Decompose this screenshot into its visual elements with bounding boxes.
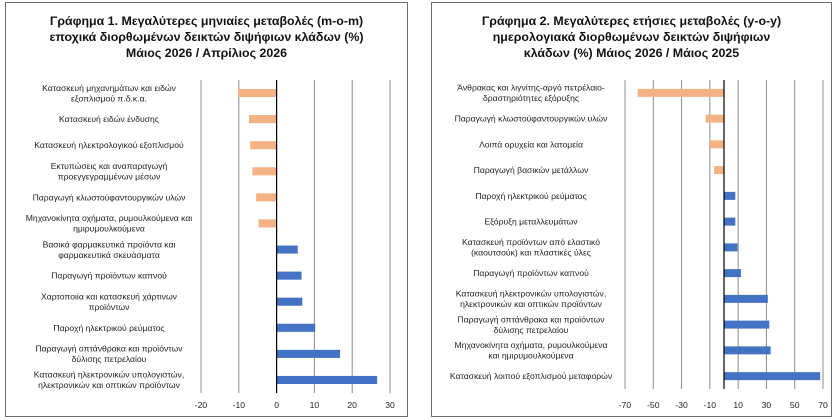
category-label: Εκτυπώσεις και αναπαραγωγή προεγγεγραμμένων μέσων xyxy=(50,161,168,182)
category-label: Λοιπά ορυχεία και λατομεία xyxy=(479,139,583,150)
category-label: Μηχανοκίνητα οχήματα, ρυμουλκούμενα και ημιρυμουλκούμενα xyxy=(454,340,608,361)
category-label: Παραγωγή οπτάνθρακα και προϊόντων δύλισης πετρελαίου xyxy=(457,314,605,335)
bar xyxy=(724,243,737,251)
x-tick-label: 10 xyxy=(309,400,320,410)
category-label: Κατασκευή προϊόντων από ελαστικό (καουτσούκ) και πλαστικές ύλες xyxy=(462,237,600,258)
category-label: Χαρτοποιία και κατασκευή χάρτινων προϊόντων xyxy=(41,291,177,312)
x-tick-label: -10 xyxy=(232,400,246,410)
category-label: Άνθρακας και λιγνίτης-αργό πετρέλαιο-δραστηριότητες εξόρυξης xyxy=(457,82,605,104)
bar xyxy=(277,245,298,253)
x-tick-label: -20 xyxy=(194,400,208,410)
bar xyxy=(250,141,276,149)
category-label: Κατασκευή λοιπού εξοπλισμού μεταφορών xyxy=(449,371,613,382)
bar xyxy=(724,218,735,226)
category-label: Παραγωγή κλωστοϋφαντουργικών υλών xyxy=(32,192,186,203)
category-label: Κατασκευή ηλεκτρολογικού εξοπλισμού xyxy=(34,140,184,151)
x-tick-label: 70 xyxy=(818,400,828,410)
category-label: Κατασκευή ηλεκτρονικών υπολογιστών, ηλεκτρονικών και οπτικών προϊόντων xyxy=(455,288,607,310)
x-tick-label: -30 xyxy=(675,400,688,410)
x-tick-label: -50 xyxy=(647,400,660,410)
bar xyxy=(724,372,820,380)
chart-title: Γράφημα 2. Μεγαλύτερες ετήσιες μεταβολές (y-o-y) ημερολογιακά διορθωμένων δεικτών διψήφιων κλάδων (%) Μάιος 2026 / Μάιος 2025 xyxy=(481,14,782,60)
chart-panel-yearly xyxy=(431,2,832,417)
chart-monthly xyxy=(6,3,409,418)
chart-title: Γράφημα 1. Μεγαλύτερες μηνιαίες μεταβολές (m-o-m) εποχικά διορθωμένων δεικτών διψήφιων κλάδων (%) Μάιος 2026 / Απρίλιος 2026 xyxy=(49,14,364,60)
bar xyxy=(277,298,303,306)
bar xyxy=(710,140,724,148)
bar xyxy=(724,346,771,354)
bar xyxy=(724,192,735,200)
x-tick-label: 50 xyxy=(789,400,800,410)
category-label: Κατασκευή μηχανημάτων και ειδών εξοπλισμού π.δ.κ.α. xyxy=(42,82,176,104)
bar xyxy=(249,115,277,123)
bar xyxy=(724,321,769,329)
x-tick-label: 30 xyxy=(385,400,395,410)
bar xyxy=(258,219,276,227)
bar xyxy=(638,89,724,97)
x-tick-label: 30 xyxy=(761,400,772,410)
category-label: Μηχανοκίνητα οχήματα, ρυμουλκούμενα και ημιρυμουλκούμενα xyxy=(25,213,193,234)
category-label: Παροχή ηλεκτρικού ρεύματος xyxy=(53,322,165,333)
category-label: Παραγωγή κλωστοϋφαντουργικών υλών xyxy=(454,113,608,124)
x-tick-label: 20 xyxy=(347,400,357,410)
category-label: Παραγωγή βασικών μετάλλων xyxy=(473,165,589,176)
x-tick-label: -70 xyxy=(618,400,632,410)
category-label: Παραγωγή οπτάνθρακα και προϊόντων δύλισης πετρελαίου xyxy=(35,343,183,365)
chart-panel-monthly xyxy=(5,2,408,417)
bar xyxy=(277,376,378,384)
bar xyxy=(724,295,768,303)
x-tick-label: -10 xyxy=(703,400,717,410)
x-tick-label: 0 xyxy=(274,400,279,410)
category-label: Κατασκευή ηλεκτρονικών υπολογιστών, ηλεκτρονικών και οπτικών προϊόντων xyxy=(33,369,185,391)
bar xyxy=(277,350,341,358)
bar xyxy=(277,272,302,280)
bar xyxy=(724,269,741,277)
category-label: Εξόρυξη μεταλλευμάτων xyxy=(484,216,578,227)
category-label: Παροχή ηλεκτρικού ρεύματος xyxy=(475,190,587,201)
category-label: Παραγωγή προϊόντων καπνού xyxy=(473,268,589,279)
chart-yearly xyxy=(432,3,833,418)
bar xyxy=(256,193,276,201)
bar xyxy=(714,166,724,174)
bar xyxy=(277,324,316,332)
x-tick-label: 10 xyxy=(733,400,743,410)
category-label: Παραγωγή προϊόντων καπνού xyxy=(51,270,167,281)
bar xyxy=(252,167,276,175)
category-label: Βασικά φαρμακευτικά προϊόντα και φαρμακευτικά σκευάσματα xyxy=(42,239,176,260)
bar xyxy=(706,115,724,123)
bar xyxy=(238,89,277,97)
category-label: Κατασκευή ειδών ένδυσης xyxy=(59,114,159,125)
